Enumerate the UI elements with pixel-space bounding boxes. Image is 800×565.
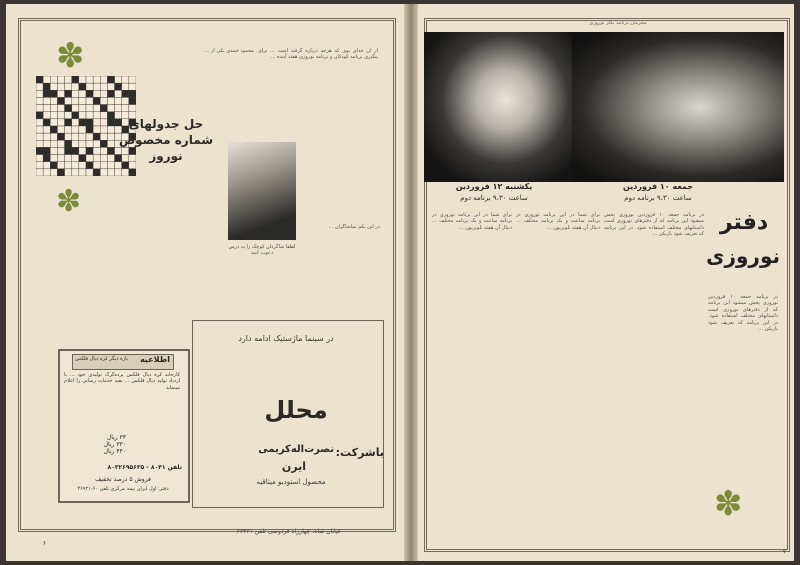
- crossword-cell: [86, 162, 93, 169]
- crossword-cell: [50, 147, 57, 154]
- crossword-cell: [86, 119, 93, 126]
- crossword-cell: [50, 97, 57, 104]
- article-text: از آن خدای بوی که هرچه درباره گرفته است ... برای پیگیری برنامه کودکان و برنامه نوروزی هفته آینده ...: [258, 48, 378, 61]
- crossword-cell: [107, 76, 114, 83]
- ad-person-name: نصرت‌اله‌کریمی: [258, 444, 334, 455]
- crossword-cell: [86, 90, 93, 97]
- crossword-cell: [50, 112, 57, 119]
- crossword-cell: [72, 126, 79, 133]
- crossword-cell: [79, 169, 86, 176]
- article-text: در برنامه جمعه ۱۰ فروردین نوروزی پخش میشود این برنامه که از دفترهای نوروزی است داستانهای مختلف استفاده شود. در این برنامه که تعریف شود بازیکن ...: [708, 294, 778, 333]
- crossword-cell: [100, 147, 107, 154]
- crossword-cell: [65, 119, 72, 126]
- crossword-cell: [72, 162, 79, 169]
- crossword-cell: [36, 119, 43, 126]
- crossword-cell: [57, 126, 64, 133]
- crossword-cell: [72, 155, 79, 162]
- crossword-cell: [129, 169, 136, 176]
- crossword-cell: [100, 105, 107, 112]
- crossword-cell: [72, 119, 79, 126]
- crossword-cell: [57, 147, 64, 154]
- crossword-cell: [122, 97, 129, 104]
- notice-phone: تلفن ۸۰۴۱ - ۸۰۳۲۶۹۵۶۳۵: [107, 464, 182, 471]
- crossword-cell: [86, 155, 93, 162]
- crossword-cell: [79, 126, 86, 133]
- actress-photo: [424, 32, 572, 182]
- crossword-cell: [86, 112, 93, 119]
- crossword-cell: [115, 105, 122, 112]
- page-number-right: ۷: [782, 548, 786, 555]
- crossword-cell: [100, 169, 107, 176]
- notice-price: ۴۴۰ ریال: [103, 448, 126, 455]
- crossword-cell: [57, 105, 64, 112]
- crossword-cell: [36, 90, 43, 97]
- crossword-cell: [86, 133, 93, 140]
- crossword-cell: [100, 83, 107, 90]
- crossword-cell: [43, 76, 50, 83]
- crossword-cell: [79, 76, 86, 83]
- crossword-cell: [107, 105, 114, 112]
- crossword-cell: [100, 76, 107, 83]
- crossword-cell: [43, 83, 50, 90]
- crossword-cell: [93, 126, 100, 133]
- crossword-cell: [65, 155, 72, 162]
- crossword-cell: [79, 90, 86, 97]
- crossword-cell: [43, 126, 50, 133]
- crossword-cell: [43, 90, 50, 97]
- crossword-cell: [122, 90, 129, 97]
- actor-photo: [572, 32, 784, 182]
- crossword-cell: [65, 162, 72, 169]
- notice-price: ۳۳۰ ریال: [103, 441, 126, 448]
- crossword-cell: [79, 155, 86, 162]
- cinema-notice: در سینما ماژستیک ادامه دارد: [238, 334, 334, 343]
- crossword-cell: [43, 147, 50, 154]
- crossword-cell: [36, 155, 43, 162]
- crossword-cell: [72, 147, 79, 154]
- crossword-cell: [50, 119, 57, 126]
- crossword-cell: [43, 119, 50, 126]
- article-text: در برنامه جمعه ۱۰ فروردین نوروزی پخش میشود این برنامه که از دفترهای نوروزی است داستانهای مختلف استفاده شود. در این برنامه که تعریف شود بازیکن ...: [604, 212, 704, 238]
- crossword-cell: [36, 97, 43, 104]
- crossword-cell: [50, 162, 57, 169]
- crossword-cell: [129, 90, 136, 97]
- crossword-cell: [93, 97, 100, 104]
- crossword-cell: [65, 90, 72, 97]
- crossword-cell: [57, 133, 64, 140]
- notice-footer2: دفتر: اول ایران بیمه مرکزی تلفن ۶۰-۴۶۹۲۱: [77, 486, 169, 492]
- crossword-cell: [107, 119, 114, 126]
- crossword-cell: [107, 133, 114, 140]
- left-page: [6, 4, 404, 561]
- crossword-cell: [79, 147, 86, 154]
- crossword-cell: [50, 83, 57, 90]
- crossword-cell: [65, 140, 72, 147]
- crossword-cell: [93, 140, 100, 147]
- page-title: دفتر: [719, 210, 769, 235]
- crossword-cell: [72, 169, 79, 176]
- crossword-cell: [57, 90, 64, 97]
- crossword-cell: [36, 105, 43, 112]
- crossword-cell: [79, 162, 86, 169]
- crossword-cell: [72, 83, 79, 90]
- notice-prices: [66, 434, 126, 455]
- crossword-cell: [107, 147, 114, 154]
- crossword-cell: [36, 83, 43, 90]
- crossword-cell: [65, 112, 72, 119]
- crossword-cell: [65, 105, 72, 112]
- crossword-cell: [100, 155, 107, 162]
- crossword-cell: [36, 76, 43, 83]
- crossword-cell: [93, 147, 100, 154]
- ad-title: محلل: [264, 396, 328, 424]
- crossword-cell: [93, 133, 100, 140]
- crossword-cell: [129, 97, 136, 104]
- crossword-cell: [122, 169, 129, 176]
- crossword-cell: [57, 76, 64, 83]
- crossword-cell: [65, 126, 72, 133]
- crossword-cell: [115, 76, 122, 83]
- article-text: برای شما در این برنامه نوروزی در برنامه ساعت و یک برنامه مختلف ... دنبال آن هفته تلویزیون ...: [432, 212, 512, 231]
- crossword-cell: [107, 169, 114, 176]
- crossword-cell: [115, 83, 122, 90]
- crossword-cell: [72, 76, 79, 83]
- crossword-cell: [93, 83, 100, 90]
- crossword-cell: [65, 147, 72, 154]
- crossword-cell: [93, 155, 100, 162]
- friday-label: جمعه ۱۰ فروردین: [623, 182, 693, 191]
- crossword-cell: [43, 133, 50, 140]
- notice-title: اطلاعیه: [140, 355, 170, 364]
- crossword-cell: [36, 126, 43, 133]
- crossword-cell: [79, 105, 86, 112]
- crossword-cell: [79, 112, 86, 119]
- crossword-cell: [36, 112, 43, 119]
- crossword-cell: [65, 133, 72, 140]
- crossword-cell: [50, 133, 57, 140]
- notice-price: ۳۳ ریال: [106, 434, 126, 441]
- crossword-cell: [115, 97, 122, 104]
- right-page: [418, 4, 794, 561]
- crossword-cell: [79, 83, 86, 90]
- crossword-cell: [100, 162, 107, 169]
- crossword-cell: [107, 112, 114, 119]
- puzzle-title: حل جدولهای شماره مخصوص نوروز: [118, 117, 214, 163]
- crossword-cell: [100, 97, 107, 104]
- crossword-cell: [115, 169, 122, 176]
- crossword-cell: [57, 112, 64, 119]
- article-text: برای شما در این برنامه نوروزی در برنامه ساعت و یک برنامه مختلف ... دنبال آن هفته تلویزیون ...: [516, 212, 600, 231]
- flower-ornament: ✽: [56, 36, 85, 76]
- crossword-cell: [79, 133, 86, 140]
- sunday-label: یکشنبه ۱۲ فروردین: [455, 182, 533, 191]
- crossword-cell: [107, 162, 114, 169]
- crossword-cell: [122, 83, 129, 90]
- crossword-cell: [86, 83, 93, 90]
- crossword-cell: [72, 90, 79, 97]
- crossword-cell: [79, 97, 86, 104]
- crossword-cell: [100, 126, 107, 133]
- crossword-cell: [50, 90, 57, 97]
- crossword-cell: [72, 105, 79, 112]
- ad-footer: خیابان شاه، چهارراه فردوسی تلفن ۶۶۳۶۱: [236, 528, 342, 535]
- crossword-cell: [65, 83, 72, 90]
- crossword-cell: [72, 97, 79, 104]
- crossword-cell: [100, 140, 107, 147]
- crossword-cell: [86, 169, 93, 176]
- crossword-cell: [129, 83, 136, 90]
- crossword-cell: [107, 90, 114, 97]
- crossword-cell: [57, 119, 64, 126]
- crossword-cell: [86, 97, 93, 104]
- crossword-cell: [100, 112, 107, 119]
- article-text: محمود حمدی یکی از ...: [204, 48, 254, 54]
- crossword-cell: [79, 140, 86, 147]
- sunday-time: ساعت ۹،۳۰ برنامه دوم: [460, 194, 528, 202]
- crossword-cell: [36, 140, 43, 147]
- crossword-cell: [50, 76, 57, 83]
- crossword-cell: [57, 97, 64, 104]
- crossword-cell: [57, 83, 64, 90]
- crossword-cell: [86, 76, 93, 83]
- crossword-cell: [65, 76, 72, 83]
- crossword-cell: [43, 155, 50, 162]
- crossword-cell: [107, 83, 114, 90]
- crossword-cell: [43, 162, 50, 169]
- crossword-cell: [57, 155, 64, 162]
- crossword-cell: [43, 105, 50, 112]
- crossword-cell: [43, 112, 50, 119]
- crossword-cell: [100, 133, 107, 140]
- crossword-cell: [50, 155, 57, 162]
- crossword-cell: [57, 169, 64, 176]
- child-photo: [228, 142, 296, 240]
- crossword-cell: [100, 119, 107, 126]
- crossword-cell: [100, 90, 107, 97]
- crossword-cell: [86, 105, 93, 112]
- crossword-cell: [72, 133, 79, 140]
- ad-company-prefix: باشرکت:: [335, 446, 384, 459]
- friday-time: ساعت ۹،۳۰ برنامه دوم: [624, 194, 692, 202]
- crossword-cell: [122, 105, 129, 112]
- crossword-cell: [122, 76, 129, 83]
- crossword-cell: [93, 105, 100, 112]
- notice-subtitle: باره دیگر کره دیال فلکس: [74, 356, 128, 362]
- crossword-cell: [65, 97, 72, 104]
- crossword-cell: [86, 147, 93, 154]
- page-title: نوروزی: [706, 244, 780, 268]
- crossword-cell: [129, 76, 136, 83]
- ad-company-name: ایرن: [281, 460, 307, 473]
- crossword-cell: [129, 105, 136, 112]
- crossword-cell: [50, 169, 57, 176]
- ad-studio: محصول استودیو میثاقیه: [256, 478, 326, 486]
- magazine-spread: [6, 4, 794, 561]
- crossword-cell: [50, 126, 57, 133]
- crossword-cell: [107, 97, 114, 104]
- crossword-cell: [115, 90, 122, 97]
- crossword-cell: [36, 133, 43, 140]
- crossword-cell: [36, 162, 43, 169]
- photo-caption: لطفاً شاگردان کوچک را به درس دعوت کنید: [228, 244, 296, 257]
- notice-text: کارخانه کره دیال فلکس پرده‌گرگ تولیدی خود ... با ازدیاد تولید دیال فلکس ... بقیه خدمات رسانی را اعلام مینماید: [64, 372, 180, 391]
- crossword-cell: [86, 140, 93, 147]
- crossword-cell: [107, 140, 114, 147]
- crossword-cell: [50, 105, 57, 112]
- crossword-cell: [107, 155, 114, 162]
- crossword-cell: [65, 169, 72, 176]
- crossword-cell: [86, 126, 93, 133]
- crossword-cell: [93, 119, 100, 126]
- crossword-cell: [72, 112, 79, 119]
- crossword-cell: [36, 147, 43, 154]
- notice-footer: فروش ۵ درصد تخفیف: [95, 476, 151, 483]
- article-text: در این یکم تماشاگران ...: [328, 224, 380, 230]
- crossword-cell: [57, 162, 64, 169]
- flower-ornament: ✽: [714, 484, 743, 524]
- crossword-cell: [43, 140, 50, 147]
- crossword-cell: [93, 112, 100, 119]
- crossword-cell: [93, 169, 100, 176]
- crossword-cell: [107, 126, 114, 133]
- flower-ornament: ✽: [56, 184, 82, 219]
- crossword-cell: [93, 90, 100, 97]
- crossword-cell: [43, 97, 50, 104]
- crossword-cell: [93, 162, 100, 169]
- crossword-cell: [72, 140, 79, 147]
- crossword-cell: [79, 119, 86, 126]
- crossword-cell: [93, 76, 100, 83]
- page-number-left: ۶: [42, 540, 46, 547]
- crossword-cell: [36, 169, 43, 176]
- crossword-cell: [50, 140, 57, 147]
- crossword-cell: [43, 169, 50, 176]
- crossword-cell: [57, 140, 64, 147]
- binding-gutter: [404, 4, 418, 561]
- magazine-header: مجرمان برنامه بکلر نوروزی: [589, 20, 647, 26]
